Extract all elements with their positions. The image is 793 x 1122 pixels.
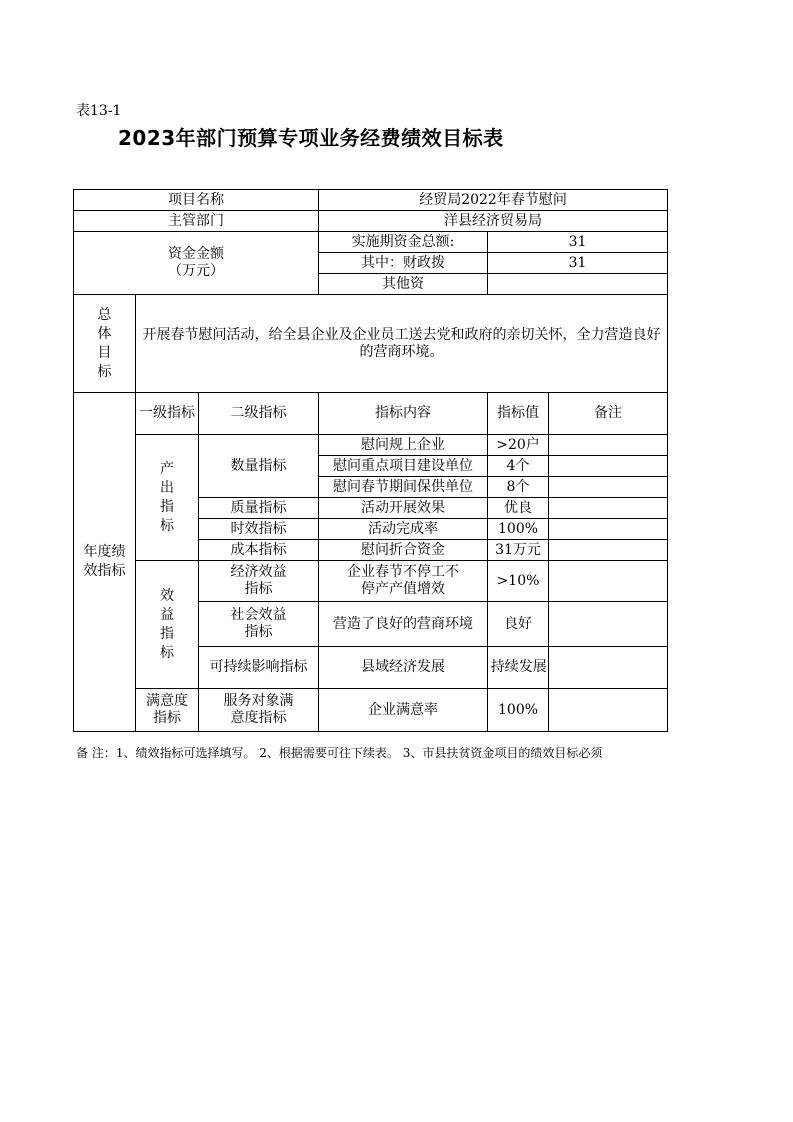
indicator-header-row: [74, 393, 668, 435]
indicator-remark: [549, 602, 668, 647]
indicator-content: 活动完成率: [319, 519, 488, 540]
sheet-label: 表13-1: [76, 103, 122, 119]
indicator-content: 县域经济发展: [319, 647, 488, 689]
funds-total-label: 实施期资金总额:: [319, 232, 488, 253]
project-name-label: 项目名称: [74, 190, 319, 211]
overall-target-row: [74, 295, 668, 393]
indicator-value: >20户: [488, 435, 549, 456]
indicator-value: 持续发展: [488, 647, 549, 689]
indicator-content: 企业春节不停工不停产产值增效: [319, 561, 488, 602]
annual-indicators-label: 年度绩效指标: [74, 393, 136, 732]
funds-total-value: 31: [488, 232, 668, 253]
header-level1: 一级指标: [136, 393, 199, 435]
benefit-indicators-label: 效益指标: [136, 561, 199, 689]
satisfaction-indicators-label: 满意度指标: [136, 689, 199, 732]
indicator-content: 慰问规上企业: [319, 435, 488, 456]
header-level2: 二级指标: [199, 393, 319, 435]
funds-label-line1: 资金金额: [168, 246, 224, 262]
funds-label: [74, 232, 319, 295]
indicator-remark: [549, 561, 668, 602]
indicator-remark: [549, 689, 668, 732]
indicator-value: 100%: [488, 519, 549, 540]
indicator-value: 8个: [488, 477, 549, 498]
indicator-remark: [549, 540, 668, 561]
indicator-content: 活动开展效果: [319, 498, 488, 519]
timeliness-indicator-label: 时效指标: [199, 519, 319, 540]
satisfaction-indicator-label: 服务对象满意度指标: [199, 689, 319, 732]
performance-target-table: [73, 189, 668, 732]
funds-total-row: [74, 232, 668, 253]
indicator-remark: [549, 519, 668, 540]
funds-label-line2: （万元）: [168, 263, 224, 279]
indicator-content: 企业满意率: [319, 689, 488, 732]
header-remark: 备注: [549, 393, 668, 435]
economic-indicator-label: 经济效益指标: [199, 561, 319, 602]
department-row: [74, 211, 668, 232]
indicator-content: 慰问春节期间保供单位: [319, 477, 488, 498]
indicator-value: 优良: [488, 498, 549, 519]
header-content: 指标内容: [319, 393, 488, 435]
project-name-value: 经贸局2022年春节慰问: [319, 190, 668, 211]
overall-target-label: 总体目标: [74, 295, 136, 393]
overall-target-text: 开展春节慰问活动，给全县企业及企业员工送去党和政府的亲切关怀，全力营造良好的营商环境。: [136, 295, 668, 393]
indicator-value: 4个: [488, 456, 549, 477]
indicator-content: 慰问重点项目建设单位: [319, 456, 488, 477]
indicator-remark: [549, 647, 668, 689]
indicator-remark: [549, 498, 668, 519]
indicator-value: 31万元: [488, 540, 549, 561]
indicator-content: 营造了良好的营商环境: [319, 602, 488, 647]
indicator-value: >10%: [488, 561, 549, 602]
footnote: 备 注：1、绩效指标可选择填写。 2、根据需要可往下续表。 3、市县扶贫资金项目的绩效目标必须: [76, 746, 603, 760]
indicator-value: 良好: [488, 602, 549, 647]
project-row: [74, 190, 668, 211]
department-label: 主管部门: [74, 211, 319, 232]
indicator-remark: [549, 477, 668, 498]
table-row: [74, 561, 668, 602]
funds-other-label: 其他资: [319, 274, 488, 295]
table-row: [74, 435, 668, 456]
table-row: [74, 689, 668, 732]
cost-indicator-label: 成本指标: [199, 540, 319, 561]
indicator-remark: [549, 456, 668, 477]
indicator-content: 慰问折合资金: [319, 540, 488, 561]
output-indicators-label: 产出指标: [136, 435, 199, 561]
indicator-remark: [549, 435, 668, 456]
sustain-indicator-label: 可持续影响指标: [199, 647, 319, 689]
page-title: 2023年部门预算专项业务经费绩效目标表: [118, 126, 504, 150]
header-value: 指标值: [488, 393, 549, 435]
funds-other-value: [488, 274, 668, 295]
quality-indicator-label: 质量指标: [199, 498, 319, 519]
funds-fiscal-value: 31: [488, 253, 668, 274]
quantity-indicator-label: 数量指标: [199, 435, 319, 498]
department-value: 洋县经济贸易局: [319, 211, 668, 232]
funds-fiscal-label: 其中：财政拨: [319, 253, 488, 274]
indicator-value: 100%: [488, 689, 549, 732]
social-indicator-label: 社会效益指标: [199, 602, 319, 647]
